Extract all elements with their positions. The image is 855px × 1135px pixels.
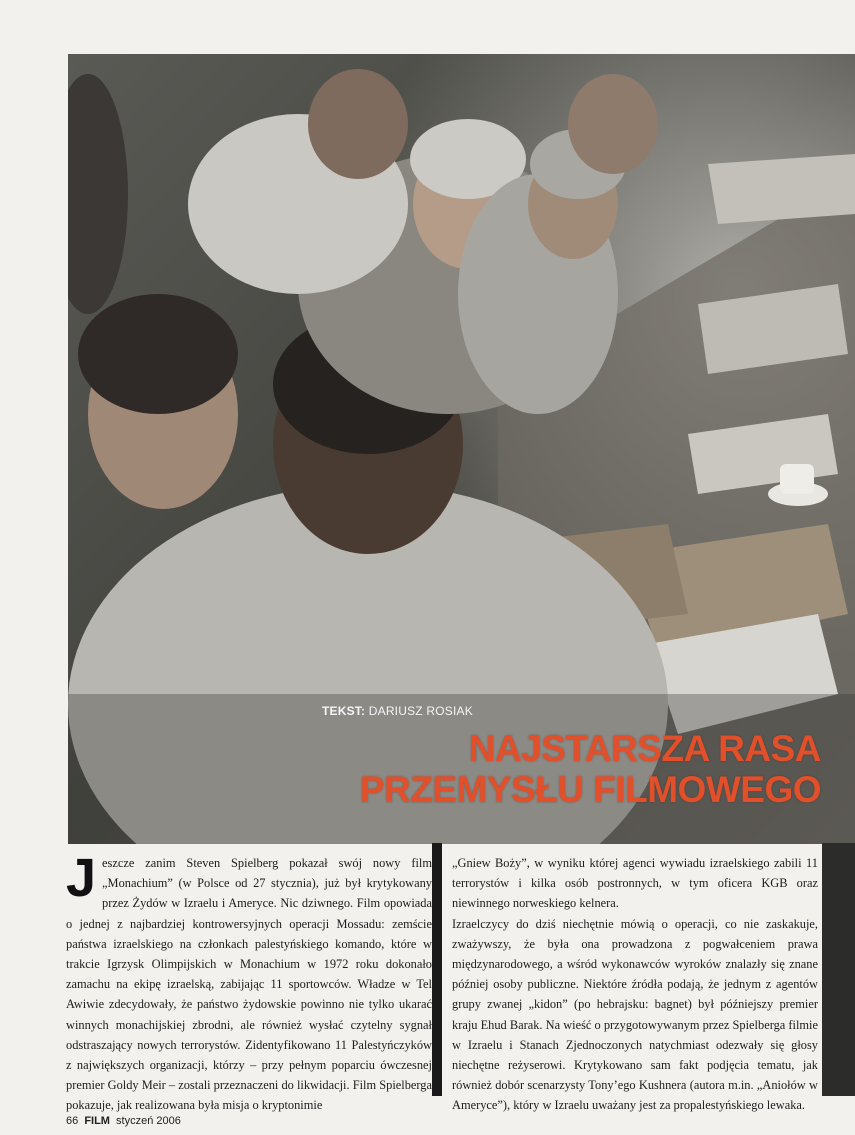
text-column-1	[66, 848, 432, 1116]
photo-strip	[822, 843, 855, 1096]
headline-line-1: NAJSTARSZA RASA	[468, 728, 821, 769]
paragraph: Izraelczycy do dziś niechętnie mówią o operacji, co nie zaskakuje, zważywszy, że była ona prowadzona z pogwałceniem prawa międzynarodowego, a wśród wykonawców wyroków znalazły się znane później osoby publiczne. Niektóre źródła podają, że jednym z agentów grupy zwanej „kidon” (po hebrajsku: bagnet) był późniejszy premier kraju Ehud Barak. Na wieść o przygotowywanym przez Spielberga filmie w Izraelu i Stanach Zjednoczonych natychmiast odezwały się głosy niechętne reżyserowi. Krytykowano sam fakt podjęcia tematu, jak również dobór scenarzysty Tony’ego Kushnera (autora m.in. „Aniołów w Ameryce”), który w Izraelu uważany jest za propalestyńskiego lewaka.	[452, 916, 818, 1113]
page-footer	[66, 1115, 181, 1127]
article-photo	[68, 54, 855, 844]
paragraph: „Gniew Boży”, w wyniku której agenci wywiadu izraelskiego zabili 11 terrorystów i kilka osób postronnych, w tym oficera KGB oraz niewinnego norweskiego kelnera.	[452, 856, 818, 911]
article-headline	[360, 728, 821, 810]
photo-illustration	[68, 54, 855, 844]
column-divider	[432, 843, 442, 1096]
byline-label: TEKST:	[322, 704, 366, 718]
drop-cap: J	[66, 848, 97, 908]
paragraph: eszcze zanim Steven Spielberg pokazał swój nowy film „Monachium” (w Polsce od 27 stycznia), już był krytykowany przez Żydów w Izraelu i Ameryce. Nic dziwnego. Film opowiada o jednej z najbardziej kontrowersyjnych operacji Mossadu: zemście państwa izraelskiego na członkach palestyńskiego komando, które w trakcie Igrzysk Olimpijskich w Monachium w 1972 roku dokonało zamachu na ekipę izraelską, zabijając 11 sportowców. Władze w Tel Awiwie zdecydowały, że państwo żydowskie powinno nie tylko ukarać winnych monachijskiej zbrodni, ale również wysłać czytelny sygnał odstraszający nowych terrorystów. Zidentyfikowano 11 Palestyńczyków z największych organizacji, którzy – przy pełnym poparciu ówczesnej premier Goldy Meir – zostali przeznaczeni do likwidacji. Film Spielberga pokazuje, jak realizowana była misja o kryptonimie	[66, 856, 432, 1113]
text-column-2	[452, 853, 818, 1116]
page-number: 66	[66, 1115, 79, 1127]
byline-author: DARIUSZ ROSIAK	[368, 704, 473, 718]
headline-line-2: PRZEMYSŁU FILMOWEGO	[359, 769, 821, 810]
byline	[322, 704, 473, 718]
magazine-name: FILM	[84, 1115, 110, 1127]
issue-date: styczeń 2006	[116, 1115, 181, 1127]
